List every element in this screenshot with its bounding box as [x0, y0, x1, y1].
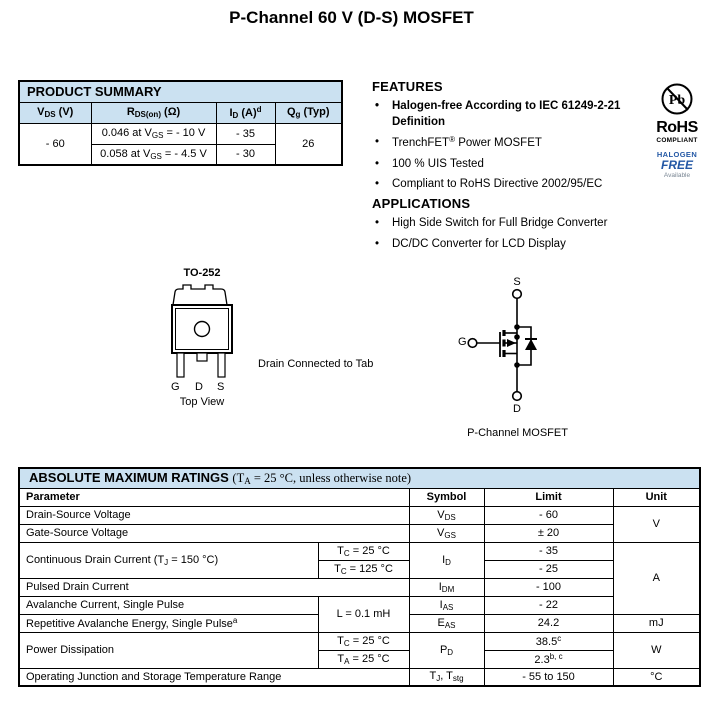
application-item	[372, 237, 672, 253]
table-row	[19, 542, 700, 560]
table-row	[19, 524, 700, 542]
feature-item	[372, 157, 650, 173]
feature-item	[372, 177, 650, 193]
symbol-gate-label: G	[458, 336, 467, 348]
rohs-compliant-label: COMPLIANT	[656, 137, 698, 144]
feature-text: TrenchFET® Power MOSFET	[392, 135, 542, 150]
ps-cell-id-1: - 35	[216, 123, 275, 144]
package-name-label: TO-252	[183, 267, 221, 279]
amr-cond-id-2: $T_C = 125$ °C	[318, 560, 409, 578]
amr-header-parameter: Parameter	[19, 488, 409, 506]
pb-icon-text: Pb	[668, 93, 686, 108]
amr-title	[19, 468, 700, 488]
bullet-icon: •	[375, 237, 380, 250]
table-row	[19, 578, 700, 596]
bullet-icon: •	[375, 178, 380, 191]
amr-symbol-pd: $P_D$	[409, 632, 484, 668]
amr-unit-a: A	[613, 542, 700, 614]
top-view-label: Top View	[179, 396, 225, 408]
amr-symbol-vds: $V_{DS}$	[409, 506, 484, 524]
table-row	[19, 596, 700, 614]
amr-unit-w: W	[613, 632, 700, 668]
ps-cell-rds-1: 0.046 at $V_{GS}$ = - 10 V	[91, 123, 216, 144]
amr-limit-vds: - 60	[484, 506, 613, 524]
amr-limit-pd-1: 38.5$^c$	[484, 632, 613, 650]
bullet-icon: •	[375, 217, 380, 229]
ps-cell-id-2: - 30	[216, 144, 275, 165]
amr-limit-vgs: ± 20	[484, 524, 613, 542]
amr-param-eas: Repetitive Avalanche Energy, Single Pulse$^a$	[19, 614, 318, 632]
application-text: DC/DC Converter for LCD Display	[392, 237, 566, 250]
available-label: Available	[663, 172, 691, 179]
amr-limit-ias: - 22	[484, 596, 613, 614]
bullet-icon: •	[375, 157, 380, 170]
product-summary-title: PRODUCT SUMMARY	[19, 81, 342, 102]
feature-item	[372, 135, 650, 152]
amr-header-limit: Limit	[484, 488, 613, 506]
drain-tab-note: Drain Connected to Tab	[258, 358, 374, 370]
applications-section	[372, 196, 672, 252]
compliance-badges	[651, 80, 703, 179]
amr-param-id: Continuous Drain Current ($T_J = 150$ °C)	[19, 542, 318, 578]
amr-header-unit: Unit	[613, 488, 700, 506]
amr-symbol-vgs: $V_{GS}$	[409, 524, 484, 542]
bullet-icon: •	[375, 100, 380, 112]
amr-unit-v: V	[613, 506, 700, 542]
symbol-caption: P-Channel MOSFET	[467, 427, 568, 439]
amr-cond-l: L = 0.1 mH	[318, 596, 409, 632]
feature-text: Compliant to RoHS Directive 2002/95/EC	[392, 178, 603, 191]
ps-cell-vds: - 60	[19, 123, 91, 165]
amr-cond-pd-1: $T_C = 25$ °C	[318, 632, 409, 650]
symbol-source-label: S	[513, 276, 521, 288]
amr-title-text: ABSOLUTE MAXIMUM RATINGS	[29, 470, 233, 486]
applications-heading: APPLICATIONS	[372, 196, 471, 211]
amr-title-condition: ($T_A = 25$ °C, unless otherwise note)	[232, 471, 412, 487]
ps-header-rds: $R_{DS(on)}$ (Ω)	[91, 102, 216, 123]
halogen-label: HALOGEN	[656, 150, 698, 159]
pin-label-s: S	[217, 381, 225, 393]
rohs-label: RoHS	[656, 119, 698, 136]
amr-unit-c: °C	[613, 668, 700, 686]
amr-cond-id-1: $T_C = 25$ °C	[318, 542, 409, 560]
amr-param-idm: Pulsed Drain Current	[19, 578, 409, 596]
feature-text: 100 % UIS Tested	[392, 157, 484, 170]
table-row	[19, 632, 700, 650]
bullet-icon: •	[375, 136, 380, 149]
mosfet-symbol-icon	[450, 278, 580, 413]
amr-symbol-ias: $I_{AS}$	[409, 596, 484, 614]
to252-package-icon	[164, 283, 244, 383]
amr-symbol-id: $I_D$	[409, 542, 484, 578]
table-row	[19, 123, 342, 144]
features-section	[372, 79, 650, 193]
table-row	[19, 668, 700, 686]
amr-param-pd: Power Dissipation	[19, 632, 318, 668]
product-summary-table	[18, 80, 343, 166]
amr-param-ias: Avalanche Current, Single Pulse	[19, 596, 318, 614]
amr-limit-id-2: - 25	[484, 560, 613, 578]
amr-symbol-tj: $T_J$, $T_{stg}$	[409, 668, 484, 686]
ps-cell-qg: 26	[275, 123, 342, 165]
ps-header-id: $I_D$ $(A)^d$	[216, 102, 275, 123]
amr-header-symbol: Symbol	[409, 488, 484, 506]
amr-limit-idm: - 100	[484, 578, 613, 596]
amr-limit-pd-2: 2.3$^{b, c}$	[484, 650, 613, 668]
table-row	[19, 506, 700, 524]
application-item	[372, 216, 672, 232]
free-label: FREE	[660, 158, 693, 172]
ps-cell-rds-2: 0.058 at $V_{GS}$ = - 4.5 V	[91, 144, 216, 165]
amr-symbol-eas: $E_{AS}$	[409, 614, 484, 632]
amr-unit-mj: mJ	[613, 614, 700, 632]
pb-free-icon	[658, 80, 696, 118]
amr-limit-eas: 24.2	[484, 614, 613, 632]
ps-header-qg: $Q_g$ (Typ)	[275, 102, 342, 123]
amr-limit-tj: - 55 to 150	[484, 668, 613, 686]
amr-cond-pd-2: $T_A = 25$ °C	[318, 650, 409, 668]
absolute-maximum-ratings-table	[18, 467, 701, 687]
page-title: P-Channel 60 V (D-S) MOSFET	[229, 8, 474, 27]
pin-label-d: D	[195, 381, 203, 393]
amr-param-tj: Operating Junction and Storage Temperature Range	[19, 668, 409, 686]
pin-label-g: G	[171, 381, 180, 393]
feature-text: Halogen-free According to IEC 61249-2-21 Definition	[392, 100, 621, 128]
application-text: High Side Switch for Full Bridge Converter	[392, 217, 608, 229]
ps-header-vds: $V_{DS}$ (V)	[19, 102, 91, 123]
symbol-drain-label: D	[513, 403, 521, 415]
amr-param-vgs: Gate-Source Voltage	[19, 524, 409, 542]
feature-item	[372, 99, 650, 130]
amr-limit-id-1: - 35	[484, 542, 613, 560]
amr-param-vds: Drain-Source Voltage	[19, 506, 409, 524]
amr-symbol-idm: $I_{DM}$	[409, 578, 484, 596]
features-heading: FEATURES	[372, 79, 443, 94]
